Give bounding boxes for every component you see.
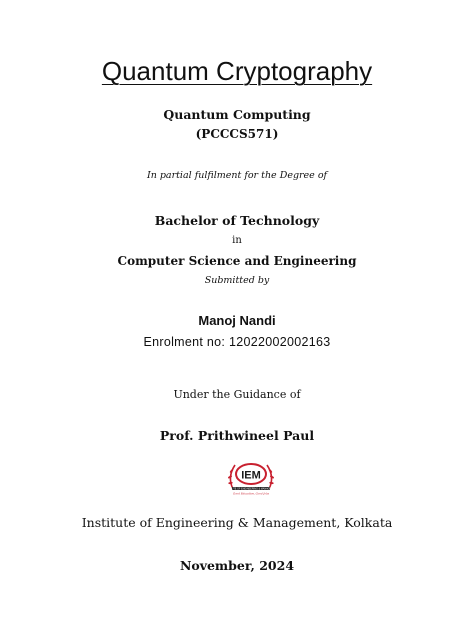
course-code: (PCCCS571) xyxy=(195,127,279,141)
submitted-by-text: Submitted by xyxy=(204,275,270,286)
student-name: Manoj Nandi xyxy=(198,313,276,328)
partial-fulfilment-text: In partial fulfilment for the Degree of xyxy=(146,170,328,181)
document-title: Quantum Cryptography xyxy=(101,56,373,86)
guidance-label: Under the Guidance of xyxy=(173,388,301,401)
logo-text: IEM xyxy=(241,469,261,482)
logo-subtext: INSTITUTE OF ENGINEERING & MANAGEMENT xyxy=(224,487,278,491)
branch-name: Computer Science and Engineering xyxy=(117,254,357,268)
institute-name: Institute of Engineering & Management, Kolkata xyxy=(81,515,393,530)
enrolment-number: Enrolment no: 12022002002163 xyxy=(143,335,331,349)
logo-tagline: Good Education, Good Jobs xyxy=(233,492,269,496)
degree-name: Bachelor of Technology xyxy=(154,213,320,228)
course-name: Quantum Computing xyxy=(163,107,311,122)
iem-logo-icon xyxy=(223,459,279,499)
guide-name: Prof. Prithwineel Paul xyxy=(159,428,315,443)
in-text: in xyxy=(232,235,242,246)
submission-date: November, 2024 xyxy=(179,558,295,573)
